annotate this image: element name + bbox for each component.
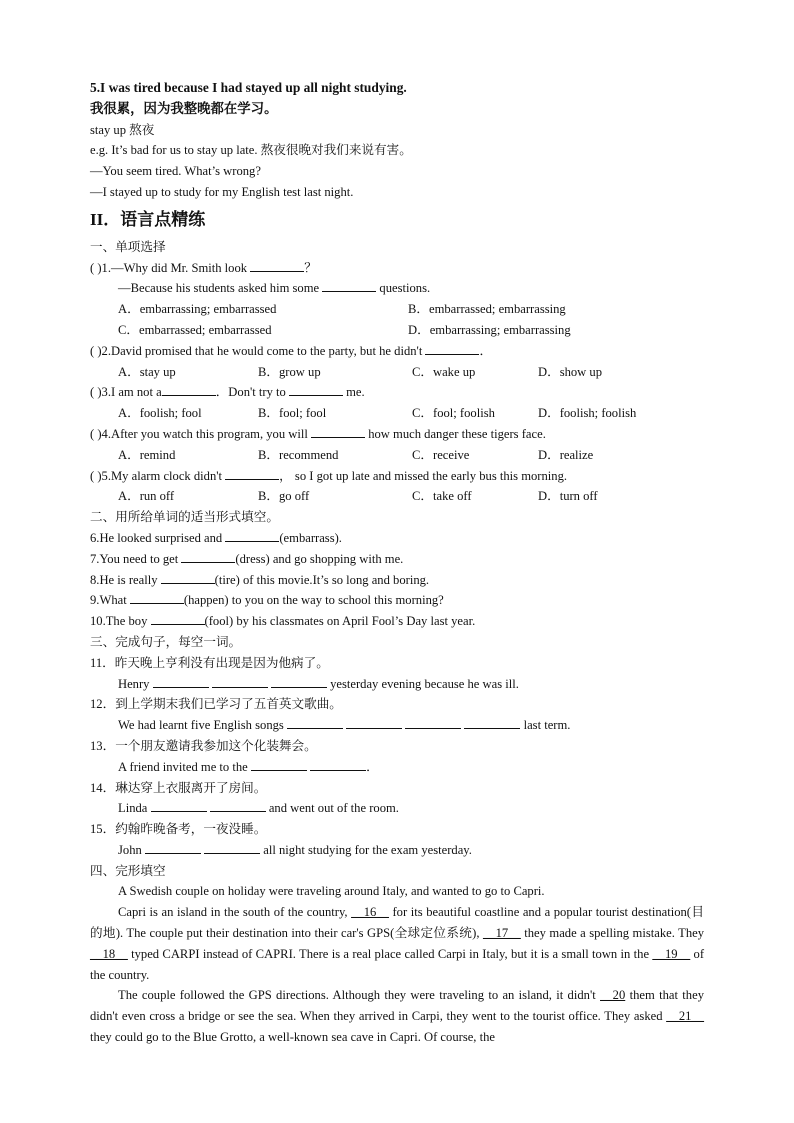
answer-blank[interactable]: [161, 570, 215, 584]
question-15-chinese: 15．约翰昨晚备考，一夜没睡。: [90, 822, 267, 837]
key-sentence-translation: 我很累，因为我整晚都在学习。: [90, 100, 278, 116]
question-2-options: [90, 362, 704, 383]
answer-blank[interactable]: [346, 715, 402, 729]
answer-blank[interactable]: [225, 466, 279, 480]
question-9: 9.What (happen) to you on the way to school this morning?: [90, 590, 704, 611]
question-5-options: [90, 486, 704, 507]
question-10: 10.The boy (fool) by his classmates on April Fool’s Day last year.: [90, 611, 704, 632]
answer-blank[interactable]: [250, 258, 304, 272]
answer-blank[interactable]: [405, 715, 461, 729]
answer-blank[interactable]: [145, 840, 201, 854]
cloze-paragraph-3: The couple followed the GPS directions. Although they were traveling to an island, it didn't __20 them that they didn't even cross a bridge or see the sea. When they arrived in Carpi, they went to the tourist office. They asked __21__ they could go to the Blue Grotto, a well-known sea cave in Capri. Of course, the: [90, 988, 704, 1045]
worksheet-page: [90, 78, 704, 1048]
cloze-blank-19[interactable]: __19__: [652, 946, 691, 961]
question-4-options: [90, 445, 704, 466]
question-15: John all night studying for the exam yesterday.: [90, 840, 704, 861]
option-b: B．grow up: [258, 364, 321, 379]
question-12-chinese: 12．到上学期末我们已学习了五首英文歌曲。: [90, 697, 342, 712]
option-b: B．go off: [258, 489, 310, 504]
question-6: 6.He looked surprised and (embarrass).: [90, 528, 704, 549]
question-1-options-row2: [90, 320, 704, 341]
question-4: ( )4.After you watch this program, you will how much danger these tigers face.: [90, 424, 704, 445]
question-13-chinese: 13．一个朋友邀请我参加这个化装舞会。: [90, 738, 317, 753]
answer-blank[interactable]: [130, 590, 184, 604]
part3-heading: 三、完成句子，每空一词。: [90, 634, 242, 649]
question-1-reply: —Because his students asked him some questions.: [90, 278, 704, 299]
question-2: ( )2.David promised that he would come to the party, but he didn't ．: [90, 341, 704, 362]
cloze-paragraph-2: Capri is an island in the south of the country, __16__ for its beautiful coastline and a popular tourist destination(目的地). The couple put their destination into their car's GPS(全球定位系统), __17__ they made a spelling mistake. They __18__ typed CARPI instead of CAPRI. There is a real place called Carpi in Italy, but it is a small town in the __19__ of the country.: [90, 905, 705, 982]
dialog-line-2: —I stayed up to study for my English test last night.: [90, 184, 354, 199]
option-d: D．foolish; foolish: [538, 406, 637, 421]
key-sentence: 5.I was tired because I had stayed up all night studying.: [90, 80, 407, 95]
answer-blank[interactable]: [310, 757, 366, 771]
question-14-chinese: 14．琳达穿上衣服离开了房间。: [90, 780, 267, 795]
answer-blank[interactable]: [225, 528, 279, 542]
answer-blank[interactable]: [271, 674, 327, 688]
option-d: D．show up: [538, 364, 603, 379]
option-a: A．stay up: [118, 364, 176, 379]
question-1: ( )1.—Why did Mr. Smith look ？: [90, 258, 704, 279]
option-b: B．fool; fool: [258, 406, 327, 421]
answer-blank[interactable]: [204, 840, 260, 854]
part2-heading: 二、用所给单词的适当形式填空。: [90, 510, 279, 525]
answer-blank[interactable]: [322, 278, 376, 292]
example-sentence: e.g. It’s bad for us to stay up late. 熬夜很晚对我们来说有害。: [90, 143, 412, 158]
option-c: C．receive: [412, 447, 470, 462]
answer-blank[interactable]: [162, 382, 216, 396]
option-b: B．recommend: [258, 447, 339, 462]
question-3: ( )3.I am not a ．Don't try to me.: [90, 382, 704, 403]
answer-blank[interactable]: [181, 549, 235, 563]
cloze-blank-18[interactable]: __18__: [90, 946, 128, 961]
option-d: D．embarrassing; embarrassing: [408, 322, 571, 337]
option-a: A．run off: [118, 489, 175, 504]
answer-blank[interactable]: [151, 798, 207, 812]
cloze-blank-21[interactable]: __21__: [666, 1009, 704, 1024]
option-c: C．take off: [412, 489, 472, 504]
option-c: C．wake up: [412, 364, 476, 379]
cloze-paragraph-1: A Swedish couple on holiday were traveling around Italy, and wanted to go to Capri.: [118, 884, 545, 899]
answer-blank[interactable]: [210, 798, 266, 812]
option-c: C．embarrassed; embarrassed: [118, 322, 272, 337]
answer-blank[interactable]: [464, 715, 520, 729]
answer-blank[interactable]: [251, 757, 307, 771]
question-12: We had learnt five English songs last term.: [90, 715, 704, 736]
answer-blank[interactable]: [425, 341, 479, 355]
section-title: II．语言点精练: [90, 209, 206, 229]
question-3-options: [90, 403, 704, 424]
question-14: Linda and went out of the room.: [90, 798, 704, 819]
option-c: C．fool; foolish: [412, 406, 495, 421]
option-d: D．realize: [538, 447, 594, 462]
cloze-blank-20[interactable]: __20: [600, 988, 626, 1003]
answer-blank[interactable]: [289, 382, 343, 396]
cloze-blank-17[interactable]: __17__: [482, 926, 521, 941]
answer-blank[interactable]: [151, 611, 205, 625]
question-8: 8.He is really (tire) of this movie.It’s so long and boring.: [90, 570, 704, 591]
question-1-options-row1: [90, 299, 704, 320]
option-b: B．embarrassed; embarrassing: [408, 302, 566, 317]
question-7: 7.You need to get (dress) and go shopping with me.: [90, 549, 704, 570]
answer-blank[interactable]: [287, 715, 343, 729]
question-5: ( )5.My alarm clock didn't ， so I got up late and missed the early bus this morning.: [90, 466, 704, 487]
option-d: D．turn off: [538, 489, 598, 504]
question-13: A friend invited me to the ．: [90, 757, 704, 778]
option-a: A．embarrassing; embarrassed: [118, 302, 277, 317]
phrase-stay-up: stay up 熬夜: [90, 122, 155, 137]
answer-blank[interactable]: [311, 424, 365, 438]
answer-blank[interactable]: [212, 674, 268, 688]
part1-heading: 一、单项选择: [90, 239, 166, 254]
part4-heading: 四、完形填空: [90, 863, 166, 878]
option-a: A．remind: [118, 447, 176, 462]
answer-blank[interactable]: [153, 674, 209, 688]
option-a: A．foolish; fool: [118, 406, 202, 421]
question-11: Henry yesterday evening because he was ill.: [90, 674, 704, 695]
dialog-line-1: —You seem tired. What’s wrong?: [90, 164, 261, 179]
question-11-chinese: 11．昨天晚上亨利没有出现是因为他病了。: [90, 655, 329, 670]
cloze-blank-16[interactable]: __16__: [351, 905, 389, 920]
